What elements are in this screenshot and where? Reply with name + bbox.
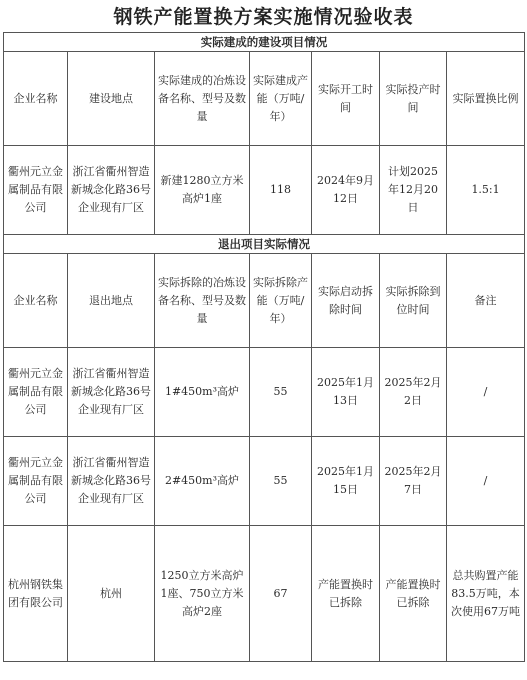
page-title: 钢铁产能置换方案实施情况验收表 xyxy=(113,6,414,28)
table-cell: 2024年9月12日 xyxy=(312,146,380,235)
table-cell: 衢州元立金属制品有限公司 xyxy=(4,348,68,437)
table-cell: 55 xyxy=(250,348,312,437)
table-row xyxy=(4,146,525,235)
table-cell: 衢州元立金属制品有限公司 xyxy=(4,146,68,235)
table-cell: 1#450m³高炉 xyxy=(155,348,250,437)
header-cell: 实际置换比例 xyxy=(447,52,525,146)
header-cell: 实际开工时间 xyxy=(312,52,380,146)
table-cell: 总共购置产能83.5万吨，本次使用67万吨 xyxy=(447,526,525,662)
table-cell: 67 xyxy=(250,526,312,662)
header-cell: 实际拆除产能（万吨/年） xyxy=(250,254,312,348)
table-cell: 118 xyxy=(250,146,312,235)
acceptance-table xyxy=(3,32,525,662)
header-cell: 实际建成产能（万吨/年） xyxy=(250,52,312,146)
table-cell: 2025年1月15日 xyxy=(312,437,380,526)
table-row xyxy=(4,437,525,526)
header-cell: 实际拆除的冶炼设备名称、型号及数量 xyxy=(155,254,250,348)
table-cell: 杭州钢铁集团有限公司 xyxy=(4,526,68,662)
table-cell: 1250立方米高炉1座、750立方米高炉2座 xyxy=(155,526,250,662)
exit-header-row xyxy=(4,254,525,348)
table-cell: 2025年2月2日 xyxy=(380,348,447,437)
table-cell: 浙江省衢州智造新城念化路36号企业现有厂区 xyxy=(68,348,155,437)
table-cell: 杭州 xyxy=(68,526,155,662)
table-cell: 产能置换时已拆除 xyxy=(380,526,447,662)
table-cell: 浙江省衢州智造新城念化路36号企业现有厂区 xyxy=(68,437,155,526)
section-title: 退出项目实际情况 xyxy=(4,235,525,254)
header-cell: 退出地点 xyxy=(68,254,155,348)
table-cell: 衢州元立金属制品有限公司 xyxy=(4,437,68,526)
table-cell: 产能置换时已拆除 xyxy=(312,526,380,662)
table-cell: / xyxy=(447,348,525,437)
table-cell: 2025年1月13日 xyxy=(312,348,380,437)
header-cell: 备注 xyxy=(447,254,525,348)
header-cell: 实际建成的冶炼设备名称、型号及数量 xyxy=(155,52,250,146)
table-row xyxy=(4,526,525,662)
section-title: 实际建成的建设项目情况 xyxy=(4,33,525,52)
header-cell: 实际启动拆除时间 xyxy=(312,254,380,348)
header-cell: 实际投产时间 xyxy=(380,52,447,146)
table-cell: 新建1280立方米高炉1座 xyxy=(155,146,250,235)
table-row xyxy=(4,348,525,437)
header-cell: 建设地点 xyxy=(68,52,155,146)
table-cell: 55 xyxy=(250,437,312,526)
table-cell: 2025年2月7日 xyxy=(380,437,447,526)
header-cell: 实际拆除到位时间 xyxy=(380,254,447,348)
table-cell: 计划2025年12月20日 xyxy=(380,146,447,235)
section-header-exit xyxy=(4,235,525,254)
section-header-built xyxy=(4,33,525,52)
built-header-row xyxy=(4,52,525,146)
table-cell: / xyxy=(447,437,525,526)
header-cell: 企业名称 xyxy=(4,254,68,348)
table-cell: 浙江省衢州智造新城念化路36号企业现有厂区 xyxy=(68,146,155,235)
header-cell: 企业名称 xyxy=(4,52,68,146)
table-cell: 1.5:1 xyxy=(447,146,525,235)
table-cell: 2#450m³高炉 xyxy=(155,437,250,526)
